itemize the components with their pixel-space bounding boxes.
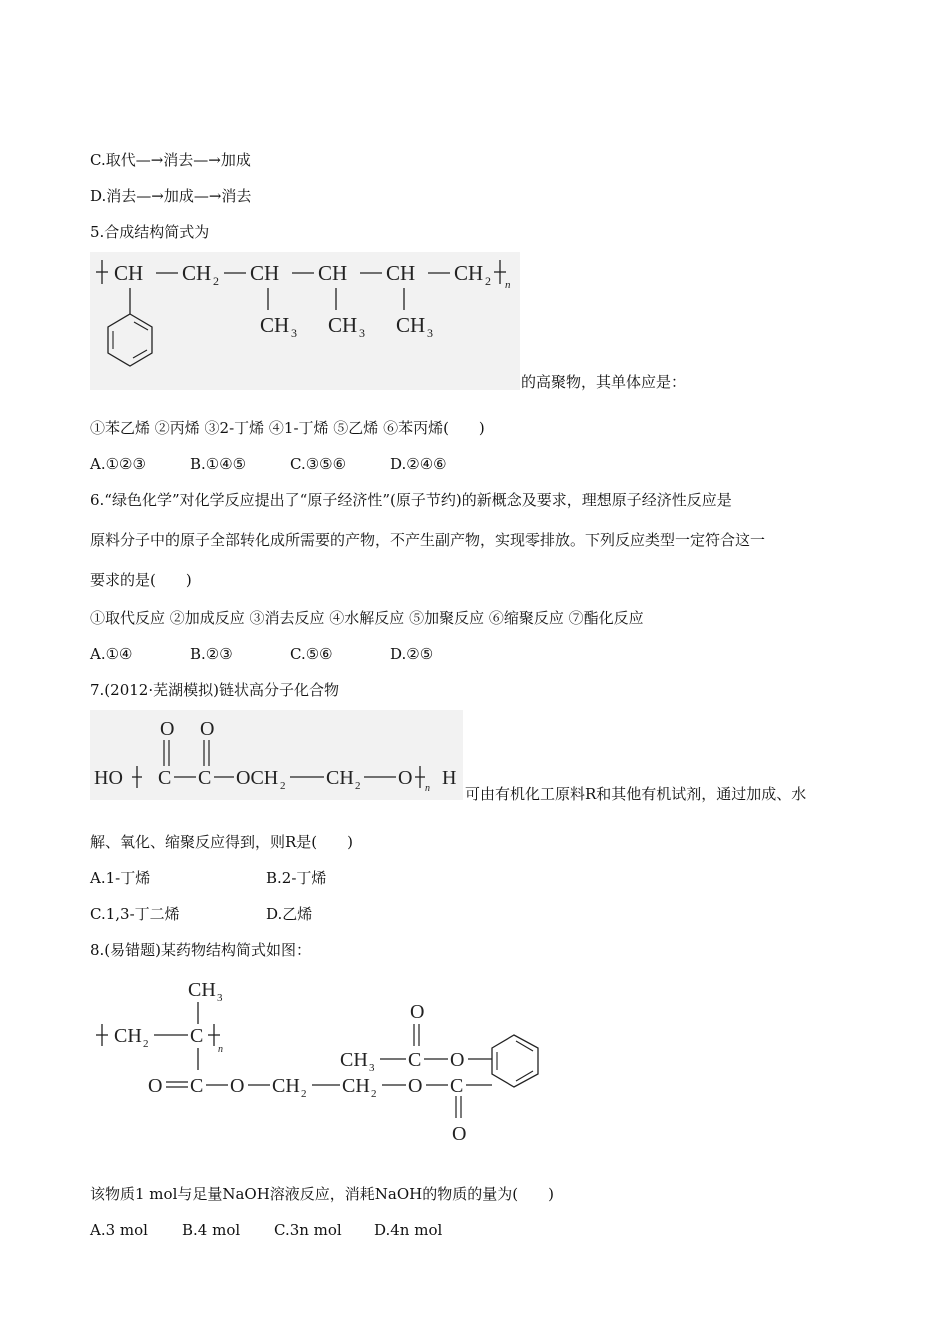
q5-option-b: B.①④⑤	[190, 455, 247, 473]
q7-options-row-2	[90, 904, 312, 924]
q8-o-ester: O	[230, 1075, 245, 1097]
q8-o-top: O	[410, 1001, 425, 1023]
q7-ho: HO	[94, 767, 123, 789]
q5-sub2-2: 2	[485, 274, 491, 288]
q5-sub3-2: 3	[359, 326, 365, 340]
q8-stem: 8.(易错题)某药物结构简式如图：	[90, 941, 312, 959]
q5-sub3-1: 3	[291, 326, 297, 340]
q8-option-c: C.3n mol	[274, 1221, 342, 1239]
q5-ch-4: CH	[386, 261, 416, 285]
q5-ch-1: CH	[114, 261, 144, 285]
q6-options	[90, 644, 433, 664]
q7-o-top-1: O	[160, 718, 175, 740]
q8-question: 该物质1 mol与足量NaOH溶液反应，消耗NaOH的物质的量为( )	[90, 1185, 554, 1203]
q8-c-ester: C	[190, 1075, 204, 1097]
q8-sub3-acetyl: 3	[369, 1062, 375, 1074]
q5-option-d: D.②④⑥	[390, 455, 447, 473]
q7-n: n	[425, 783, 430, 794]
q5-option-a: A.①②③	[90, 455, 146, 473]
q7-line-2: 解、氧化、缩聚反应得到，则R是( )	[90, 833, 353, 851]
q6-line-1: 6.“绿色化学”对化学反应提出了“原子经济性”(原子节约)的新概念及要求，理想原子经济性反应是	[90, 491, 732, 509]
q5-polymer-structure	[90, 252, 520, 390]
q8-sub2-a: 2	[301, 1088, 307, 1100]
q7-option-c: C.1,3-丁二烯	[90, 905, 180, 923]
q7-option-a: A.1-丁烯	[90, 869, 151, 887]
q7-option-d: D.乙烯	[266, 905, 313, 923]
q8-ch3-top: CH	[188, 979, 216, 1001]
q8-sub2-b: 2	[371, 1088, 377, 1100]
q8-c-chain: C	[190, 1025, 204, 1047]
q6-option-c: C.⑤⑥	[290, 645, 333, 663]
benzene-ring-icon	[108, 314, 152, 366]
q8-ch2-chain: CH	[114, 1025, 142, 1047]
q8-option-d: D.4n mol	[374, 1221, 443, 1239]
q8-n: n	[218, 1044, 223, 1055]
q7-c-2: C	[198, 767, 212, 789]
q8-c-aryl: C	[450, 1075, 464, 1097]
q7-o-chain: O	[398, 767, 413, 789]
q7-c-1: C	[158, 767, 172, 789]
q5-ch2-1: CH	[182, 261, 212, 285]
q7-stem: 7.(2012·芜湖模拟)链状高分子化合物	[90, 681, 339, 699]
q5-after-formula: 的高聚物，其单体应是：	[521, 373, 687, 391]
q5-option-c: C.③⑤⑥	[290, 455, 347, 473]
q6-option-a: A.①④	[90, 645, 133, 663]
q5-ch3-2: CH	[328, 313, 358, 337]
q5-ch3-3: CH	[396, 313, 426, 337]
q5-sub2-1: 2	[213, 274, 219, 288]
q8-option-b: B.4 mol	[182, 1221, 241, 1239]
q4-option-d: D.消去—→加成—→消去	[90, 187, 252, 205]
q7-o-top-2: O	[200, 718, 215, 740]
q6-option-d: D.②⑤	[390, 645, 434, 663]
q7-h: H	[442, 767, 457, 789]
q6-line-3: 要求的是( )	[90, 571, 192, 589]
q5-n: n	[505, 279, 511, 291]
q8-c-acetyl: C	[408, 1049, 422, 1071]
q8-sub3-top: 3	[217, 992, 223, 1004]
q5-ch-2: CH	[250, 261, 280, 285]
q7-sub2-2: 2	[355, 780, 361, 792]
q5-ch3-1: CH	[260, 313, 290, 337]
q7-options-row-1	[90, 868, 326, 888]
q5-monomers: ①苯乙烯 ②丙烯 ③2-丁烯 ④1-丁烯 ⑤乙烯 ⑥苯丙烯( )	[90, 419, 485, 437]
q8-o-link: O	[408, 1075, 423, 1097]
benzene-ring-icon	[492, 1035, 538, 1087]
q5-ch2-2: CH	[454, 261, 484, 285]
q6-option-b: B.②③	[190, 645, 233, 663]
q7-och2: OCH	[236, 767, 279, 789]
q8-options	[90, 1220, 442, 1240]
q8-drug-structure	[90, 972, 560, 1152]
q8-option-a: A.3 mol	[90, 1221, 148, 1239]
q6-line-2: 原料分子中的原子全部转化成所需要的产物，不产生副产物，实现零排放。下列反应类型一定符合这一	[90, 531, 766, 549]
q5-sub3-3: 3	[427, 326, 433, 340]
q7-ch2: CH	[326, 767, 354, 789]
q7-polymer-structure	[90, 710, 463, 800]
q5-options	[90, 454, 447, 474]
q8-o-carbonyl: O	[148, 1075, 163, 1097]
q5-stem: 5.合成结构简式为	[90, 223, 210, 241]
q7-after-formula: 可由有机化工原料R和其他有机试剂，通过加成、水	[465, 785, 807, 803]
q8-ch3-acetyl: CH	[340, 1049, 368, 1071]
q7-sub2-1: 2	[280, 780, 286, 792]
q8-ch2-a: CH	[272, 1075, 300, 1097]
q6-reaction-types: ①取代反应 ②加成反应 ③消去反应 ④水解反应 ⑤加聚反应 ⑥缩聚反应 ⑦酯化反应	[90, 609, 644, 627]
q8-sub2-chain: 2	[143, 1038, 149, 1050]
q5-ch-3: CH	[318, 261, 348, 285]
q8-ch2-b: CH	[342, 1075, 370, 1097]
q8-o-bottom: O	[452, 1123, 467, 1145]
q4-option-c: C.取代—→消去—→加成	[90, 151, 251, 169]
q7-option-b: B.2-丁烯	[266, 869, 327, 887]
q8-o-phenoxy: O	[450, 1049, 465, 1071]
